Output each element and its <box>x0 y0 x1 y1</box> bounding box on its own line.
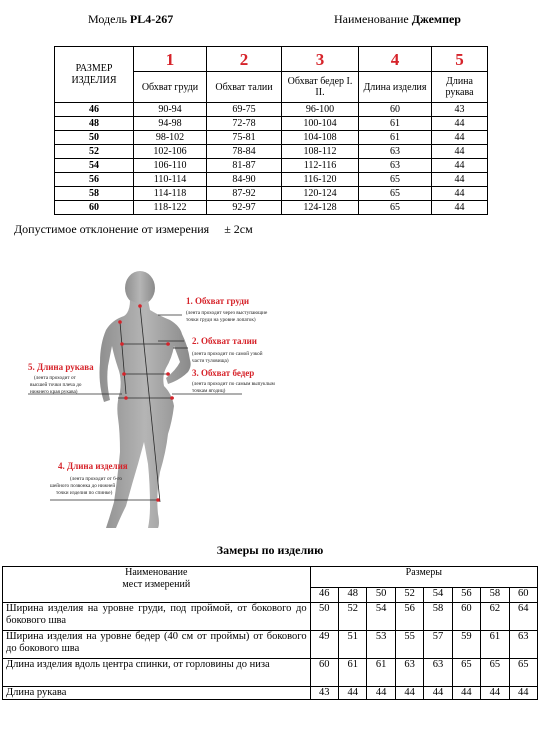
value-cell: 61 <box>359 131 432 145</box>
value-cell: 110-114 <box>134 173 207 187</box>
tolerance-note <box>14 222 253 237</box>
label-length-title: 4. Длина изделия <box>58 461 128 471</box>
value-cell: 59 <box>452 631 480 659</box>
value-cell: 44 <box>509 687 537 700</box>
label-sleeve-title: 5. Длина рукава <box>28 362 94 372</box>
label-chest-note: (лента проходит через выступающие <box>186 310 268 316</box>
size-cell: 60 <box>55 201 134 215</box>
value-cell: 98-102 <box>134 131 207 145</box>
label-hips-title: 3. Обхват бедер <box>192 368 255 378</box>
size-header-line2: ИЗДЕЛИЯ <box>71 74 117 86</box>
value-cell: 104-108 <box>282 131 359 145</box>
column-name: Длина изделия <box>359 72 432 103</box>
column-name: Обхват бедер I. II. <box>282 72 359 103</box>
silhouette-figure <box>100 271 191 528</box>
size-header-cell: 56 <box>452 588 480 603</box>
marker-dot <box>118 320 122 324</box>
value-cell: 63 <box>359 159 432 173</box>
value-cell: 65 <box>452 659 480 687</box>
value-cell: 65 <box>359 173 432 187</box>
measurement-label: Ширина изделия на уровне бедер (40 см от проймы) от бокового до бокового шва <box>3 631 311 659</box>
size-cell: 48 <box>55 117 134 131</box>
column-number: 2 <box>207 47 282 72</box>
column-name: Длина рукава <box>432 72 488 103</box>
table-row <box>55 187 488 201</box>
value-cell: 49 <box>310 631 338 659</box>
name-header-line2: мест измерений <box>122 579 191 590</box>
marker-dot <box>122 372 126 376</box>
value-cell: 62 <box>481 603 509 631</box>
value-cell: 87-92 <box>207 187 282 201</box>
value-cell: 69-75 <box>207 103 282 117</box>
size-header-cell: 54 <box>424 588 452 603</box>
table-row <box>55 173 488 187</box>
name-header-line1: Наименование <box>125 567 188 578</box>
product-measurements-table <box>2 566 538 700</box>
marker-dot <box>166 372 170 376</box>
size-header-cell: 50 <box>367 588 395 603</box>
label-chest-note: точки груди на уровне лопаток) <box>186 317 256 323</box>
value-cell: 44 <box>432 187 488 201</box>
value-cell: 92-97 <box>207 201 282 215</box>
size-cell: 52 <box>55 145 134 159</box>
measurement-label: Длина изделия вдоль центра спинки, от горловины до низа <box>3 659 311 687</box>
marker-dot <box>156 498 160 502</box>
value-cell: 56 <box>395 603 423 631</box>
marker-dot <box>170 396 174 400</box>
model-label: Модель <box>88 12 127 26</box>
value-cell: 60 <box>359 103 432 117</box>
value-cell: 65 <box>481 659 509 687</box>
value-cell: 52 <box>339 603 367 631</box>
model-value: PL4-267 <box>129 12 174 26</box>
column-number: 1 <box>134 47 207 72</box>
label-sleeve-note: высшей точки плеча до <box>30 382 82 388</box>
table-row <box>55 117 488 131</box>
body-measurement-figure <box>20 262 310 538</box>
value-cell: 102-106 <box>134 145 207 159</box>
value-cell: 57 <box>424 631 452 659</box>
value-cell: 63 <box>359 145 432 159</box>
value-cell: 53 <box>367 631 395 659</box>
value-cell: 61 <box>481 631 509 659</box>
size-cell: 50 <box>55 131 134 145</box>
table-row <box>55 201 488 215</box>
sizes-header: Размеры <box>310 567 537 588</box>
value-cell: 75-81 <box>207 131 282 145</box>
label-waist-title: 2. Обхват талии <box>192 336 257 346</box>
value-cell: 116-120 <box>282 173 359 187</box>
table-row <box>55 103 488 117</box>
table-row <box>3 631 538 659</box>
table-row <box>3 603 538 631</box>
label-length-note: шейного позвонка до нижней <box>50 483 116 489</box>
value-cell: 81-87 <box>207 159 282 173</box>
value-cell: 118-122 <box>134 201 207 215</box>
column-name: Обхват талии <box>207 72 282 103</box>
value-cell: 94-98 <box>134 117 207 131</box>
measurement-name-header <box>3 567 311 603</box>
value-cell: 44 <box>432 159 488 173</box>
product-name-value: Джемпер <box>411 12 461 26</box>
label-chest-title: 1. Обхват груди <box>186 296 250 306</box>
value-cell: 44 <box>395 687 423 700</box>
label-length-note: (лента проходит от 6-го <box>70 476 122 482</box>
marker-dot <box>166 342 170 346</box>
value-cell: 51 <box>339 631 367 659</box>
value-cell: 78-84 <box>207 145 282 159</box>
value-cell: 124-128 <box>282 201 359 215</box>
size-cell: 54 <box>55 159 134 173</box>
product-name-label: Наименование <box>334 12 409 26</box>
value-cell: 60 <box>452 603 480 631</box>
measurement-label: Ширина изделия на уровне груди, под проймой, от бокового до бокового шва <box>3 603 311 631</box>
value-cell: 55 <box>395 631 423 659</box>
label-waist-note: части туловища) <box>192 358 229 364</box>
size-header-cell: 60 <box>509 588 537 603</box>
value-cell: 44 <box>432 117 488 131</box>
value-cell: 108-112 <box>282 145 359 159</box>
value-cell: 61 <box>367 659 395 687</box>
value-cell: 65 <box>359 187 432 201</box>
value-cell: 64 <box>509 603 537 631</box>
value-cell: 84-90 <box>207 173 282 187</box>
model-header <box>88 12 173 27</box>
size-cell: 56 <box>55 173 134 187</box>
value-cell: 44 <box>432 173 488 187</box>
value-cell: 96-100 <box>282 103 359 117</box>
value-cell: 63 <box>424 659 452 687</box>
table-row <box>55 131 488 145</box>
value-cell: 100-104 <box>282 117 359 131</box>
label-hips-note: (лента проходит по самым выпуклым <box>192 381 275 387</box>
label-sleeve-note: (лента проходит от <box>34 375 76 381</box>
value-cell: 50 <box>310 603 338 631</box>
value-cell: 54 <box>367 603 395 631</box>
value-cell: 106-110 <box>134 159 207 173</box>
value-cell: 44 <box>481 687 509 700</box>
marker-dot <box>124 396 128 400</box>
value-cell: 44 <box>432 201 488 215</box>
column-number: 5 <box>432 47 488 72</box>
column-name: Обхват груди <box>134 72 207 103</box>
column-number: 3 <box>282 47 359 72</box>
value-cell: 120-124 <box>282 187 359 201</box>
value-cell: 112-116 <box>282 159 359 173</box>
size-header-cell: 46 <box>310 588 338 603</box>
value-cell: 72-78 <box>207 117 282 131</box>
table-row <box>3 659 538 687</box>
value-cell: 58 <box>424 603 452 631</box>
value-cell: 44 <box>424 687 452 700</box>
value-cell: 65 <box>359 201 432 215</box>
marker-dot <box>120 342 124 346</box>
marker-dot <box>138 304 142 308</box>
value-cell: 65 <box>509 659 537 687</box>
size-cell: 46 <box>55 103 134 117</box>
size-header-cell: 52 <box>395 588 423 603</box>
value-cell: 63 <box>509 631 537 659</box>
value-cell: 61 <box>359 117 432 131</box>
label-hips-note: точкам ягодиц) <box>192 388 226 394</box>
value-cell: 61 <box>339 659 367 687</box>
product-table-title: Замеры по изделию <box>216 543 324 557</box>
table-row <box>3 687 538 700</box>
value-cell: 44 <box>432 131 488 145</box>
measurement-label: Длина рукава <box>3 687 311 700</box>
value-cell: 44 <box>452 687 480 700</box>
table-row <box>55 145 488 159</box>
size-cell: 58 <box>55 187 134 201</box>
size-header-line1: РАЗМЕР <box>75 62 113 74</box>
value-cell: 44 <box>432 145 488 159</box>
table-row <box>55 159 488 173</box>
value-cell: 43 <box>310 687 338 700</box>
label-waist-note: (лента проходит по самой узкой <box>192 351 263 357</box>
value-cell: 44 <box>367 687 395 700</box>
value-cell: 90-94 <box>134 103 207 117</box>
label-sleeve-note: нижнего края рукава) <box>30 389 78 395</box>
label-length-note: точки изделия по спинке) <box>56 490 113 496</box>
value-cell: 44 <box>339 687 367 700</box>
value-cell: 114-118 <box>134 187 207 201</box>
tolerance-value: ± 2см <box>224 222 253 236</box>
size-header-cell: 58 <box>481 588 509 603</box>
value-cell: 43 <box>432 103 488 117</box>
size-table <box>54 46 488 215</box>
product-name-header <box>334 12 461 27</box>
size-column-header <box>55 47 134 103</box>
value-cell: 60 <box>310 659 338 687</box>
size-header-cell: 48 <box>339 588 367 603</box>
column-number: 4 <box>359 47 432 72</box>
tolerance-text: Допустимое отклонение от измерения <box>14 222 210 236</box>
value-cell: 63 <box>395 659 423 687</box>
